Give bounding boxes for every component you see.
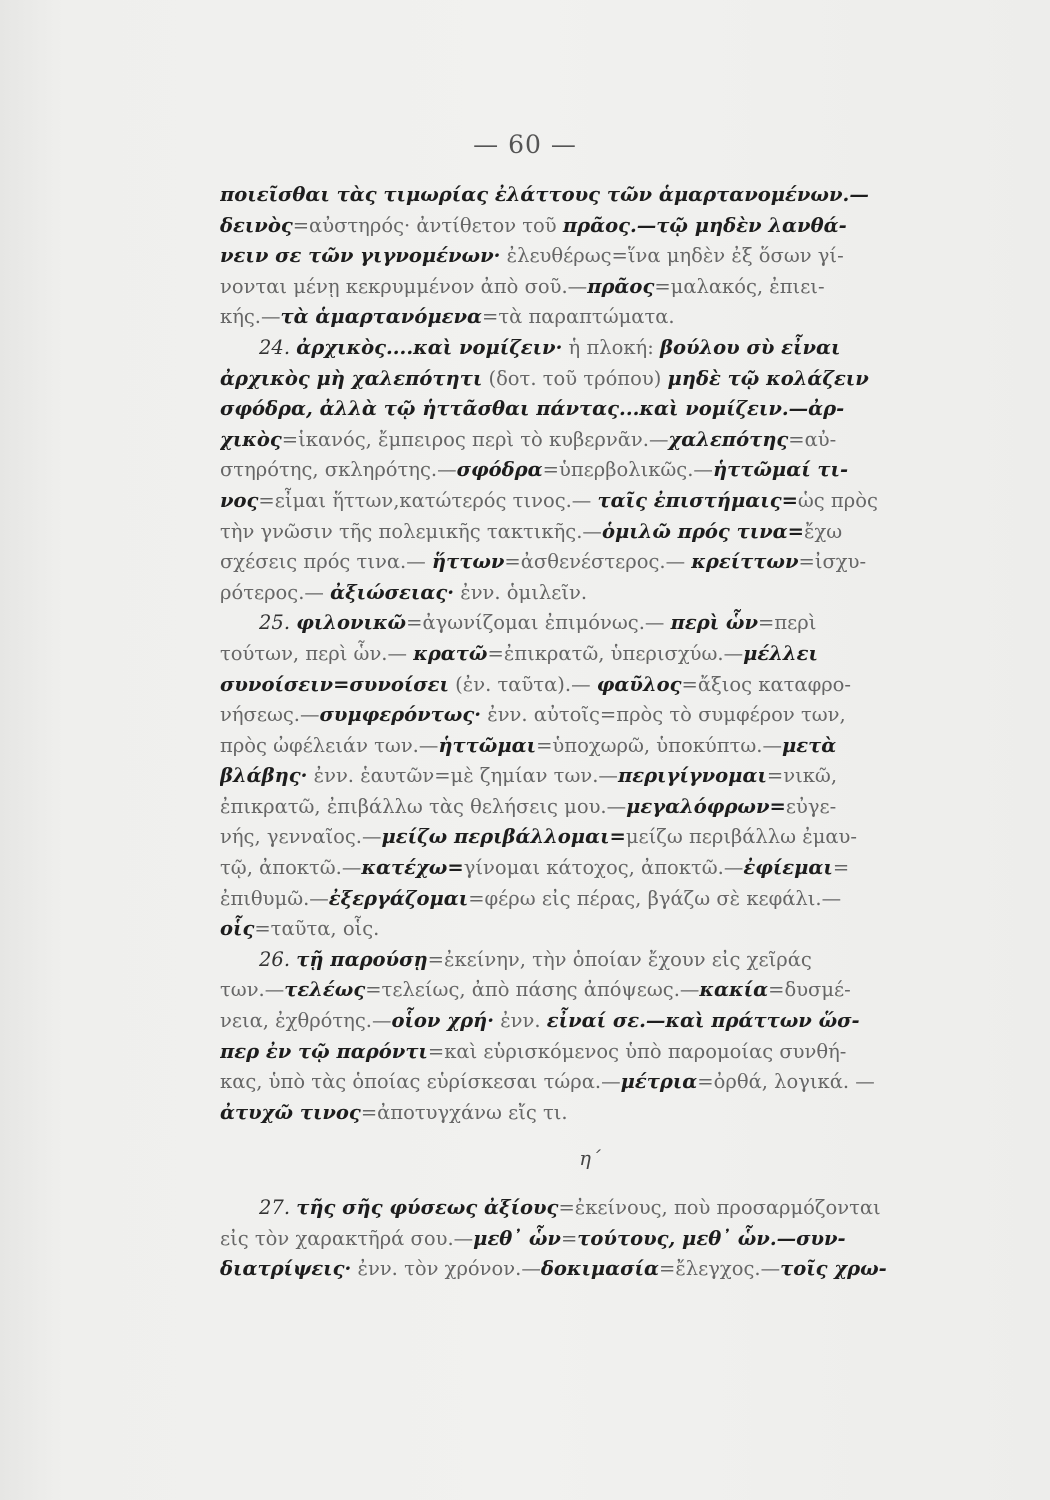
lemma-term: μηδὲ τῷ κολάζειν xyxy=(667,366,869,390)
gloss-text: =φέρω εἰς πέρας, βγάζω σὲ κεφάλι.— xyxy=(468,886,842,910)
gloss-text: =τὰ παραπτώματα. xyxy=(482,305,675,329)
lemma-term: τελέως xyxy=(284,978,366,1002)
gloss-text: =αὐ- xyxy=(788,427,837,451)
lemma-term: δοκιμασία xyxy=(540,1257,659,1281)
lemma-term: φιλονικῶ xyxy=(296,611,407,635)
gloss-text: εὐγε- xyxy=(785,794,837,818)
text-line xyxy=(220,364,960,395)
lemma-term: περὶ ὧν xyxy=(670,611,759,635)
gloss-text: στηρότης, σκληρότης.— xyxy=(220,458,457,482)
gloss-text: σχέσεις πρός τινα.— xyxy=(220,550,432,574)
lemma-term: ἀρχικὸς....καὶ νομίζειν· xyxy=(296,335,563,359)
gloss-text: νής, γενναῖος.— xyxy=(220,825,382,849)
lemma-term: δεινὸς xyxy=(220,213,293,237)
gloss-text: =αὐστηρός· ἀντίθετον τοῦ xyxy=(292,213,563,237)
text-line xyxy=(220,700,960,731)
text-line xyxy=(220,547,960,578)
text-line xyxy=(220,884,960,915)
gloss-text: νήσεως.— xyxy=(220,703,320,727)
lemma-term: νειν σε τῶν γιγνομένων· xyxy=(220,244,501,268)
text-line xyxy=(220,1006,960,1037)
lemma-term: ἐφίεμαι xyxy=(743,856,833,880)
text-line xyxy=(220,1224,960,1255)
text-line xyxy=(220,180,960,211)
gloss-text: =ὑπερβολικῶς.— xyxy=(542,458,713,482)
lemma-term: ἥττων xyxy=(431,550,505,574)
gloss-text: =νικῶ, xyxy=(766,764,838,788)
gloss-text: =ὑποχωρῶ, ὑποκύπτω.— xyxy=(536,733,782,757)
gloss-text: τούτων, περὶ ὧν.— xyxy=(220,641,414,665)
lemma-term: εἶναί σε.—καὶ πράττων ὥσ- xyxy=(546,1009,860,1033)
commentary-block-continued xyxy=(220,1193,960,1285)
text-line xyxy=(220,517,960,548)
lemma-term: τὰ ἁμαρτανόμενα xyxy=(280,305,482,329)
gloss-text: =εἶμαι ἥττων,κατώτερός τινος.— xyxy=(258,488,598,512)
gloss-text: =τελείως, ἀπὸ πάσης ἀπόψεως.— xyxy=(365,978,700,1002)
text-body xyxy=(220,180,960,1285)
gloss-text: =ἰσχυ- xyxy=(798,550,867,574)
text-line xyxy=(220,608,960,639)
gloss-text: κας, ὑπὸ τὰς ὁποίας εὑρίσκεσαι τώρα.— xyxy=(220,1070,621,1094)
lemma-term: μεγαλόφρων= xyxy=(626,794,786,818)
lemma-term: μέλλει xyxy=(743,641,818,665)
text-line xyxy=(220,914,960,945)
text-line xyxy=(220,425,960,456)
gloss-text: ὡς πρὸς xyxy=(797,488,878,512)
lemma-term: σφόδρα xyxy=(456,458,543,482)
gloss-text: =ὀρθά, λογικά. — xyxy=(697,1070,875,1094)
gloss-text: (ἐν. ταῦτα).— xyxy=(448,672,597,696)
gloss-text: κής.— xyxy=(220,305,281,329)
text-line xyxy=(220,333,960,364)
lemma-term: μείζω περιβάλλομαι= xyxy=(381,825,626,849)
text-line xyxy=(220,761,960,792)
lemma-term: χικὸς xyxy=(220,427,282,451)
lemma-term: χαλεπότης xyxy=(668,427,789,451)
text-line xyxy=(220,1193,960,1224)
lemma-term: κακία xyxy=(699,978,769,1002)
lemma-term: διατρίψεις· xyxy=(220,1257,352,1281)
gloss-text: ἐλευθέρως=ἵνα μηδὲν ἐξ ὅσων γί- xyxy=(500,244,844,268)
gloss-text: πρὸς ὠφέλειάν των.— xyxy=(220,733,439,757)
text-line xyxy=(220,211,960,242)
gloss-text: = xyxy=(560,1226,578,1250)
text-line xyxy=(220,792,960,823)
lemma-term: τοῖς χρω- xyxy=(780,1257,887,1281)
gloss-text: ρότερος.— xyxy=(220,580,331,604)
gloss-text: ἐπιθυμῶ.— xyxy=(220,886,329,910)
item-number: 26. xyxy=(220,947,297,971)
text-line xyxy=(220,272,960,303)
gloss-text: γίνομαι κάτοχος, ἀποκτῶ.— xyxy=(463,856,744,880)
gloss-text: νεια, ἐχθρότης.— xyxy=(220,1009,392,1033)
text-line xyxy=(220,1067,960,1098)
lemma-term: νος xyxy=(220,488,259,512)
lemma-term: πρᾶος.—τῷ μηδὲν λανθά- xyxy=(562,213,847,237)
gloss-text: = xyxy=(832,856,850,880)
gloss-text: ἐνν. ἑαυτῶν=μὲ ζημίαν των.— xyxy=(307,764,618,788)
lemma-term: συμφερόντως· xyxy=(319,703,482,727)
lemma-term: ἀτυχῶ τινος xyxy=(220,1100,361,1124)
lemma-term: ποιεῖσθαι τὰς τιμωρίας ἐλάττους τῶν ἁμαρτανομένων.— xyxy=(220,183,869,206)
item-number: 24. xyxy=(220,335,297,359)
gloss-text: =ἄξιος καταφρο- xyxy=(681,672,852,696)
lemma-term: μετὰ xyxy=(781,733,837,757)
lemma-term: ἀρχικὸς μὴ χαλεπότητι xyxy=(220,366,483,390)
text-line xyxy=(220,1037,960,1068)
gloss-text: =μαλακός, ἐπιει- xyxy=(654,274,825,298)
gloss-text: τῷ, ἀποκτῶ.— xyxy=(220,856,362,880)
lemma-term: φαῦλος xyxy=(596,672,682,696)
lemma-term: μεθ᾽ ὧν xyxy=(473,1226,561,1250)
gloss-text: ἔχω xyxy=(804,519,843,543)
gloss-text: ἡ πλοκή: xyxy=(562,335,660,359)
lemma-term: ἡττῶμαι xyxy=(438,733,537,757)
gloss-text: =περὶ xyxy=(758,611,817,635)
text-line xyxy=(220,578,960,609)
gloss-text: τὴν γνῶσιν τῆς πολεμικῆς τακτικῆς.— xyxy=(220,519,602,543)
text-line xyxy=(220,670,960,701)
gloss-text: νονται μένῃ κεκρυμμένον ἀπὸ σοῦ.— xyxy=(220,274,588,298)
lemma-term: κρείττων xyxy=(691,550,799,574)
text-line xyxy=(220,639,960,670)
lemma-term: βλάβης· xyxy=(220,764,308,788)
gloss-text: =δυσμέ- xyxy=(768,978,851,1002)
text-line xyxy=(220,945,960,976)
lemma-term: κρατῶ xyxy=(413,641,488,665)
gloss-text: =ἔλεγχος.— xyxy=(658,1257,781,1281)
lemma-term: οἷον χρή· xyxy=(391,1009,495,1033)
lemma-term: μέτρια xyxy=(620,1070,698,1094)
lemma-term: πρᾶος xyxy=(587,274,655,298)
section-marker: η΄ xyxy=(579,1147,601,1171)
lemma-term: ἐξεργάζομαι xyxy=(328,886,469,910)
text-line xyxy=(220,486,960,517)
text-line xyxy=(220,1254,960,1285)
lemma-term: οἷς xyxy=(220,917,255,941)
text-line xyxy=(220,302,960,333)
item-number: 25. xyxy=(220,611,297,635)
text-line xyxy=(220,394,960,425)
gloss-text: μείζω περιβάλλω ἐμαυ- xyxy=(625,825,857,849)
text-line xyxy=(220,1098,960,1129)
lemma-term: ὁμιλῶ πρός τινα= xyxy=(601,519,805,543)
gloss-text: =ἀποτυγχάνω εἴς τι. xyxy=(360,1100,568,1124)
page-number: — 60 — xyxy=(473,130,577,159)
gloss-text: =ἀσθενέστερος.— xyxy=(504,550,692,574)
gloss-text: εἰς τὸν χαρακτῆρά σου.— xyxy=(220,1226,474,1250)
item-number: 27. xyxy=(220,1196,297,1219)
gloss-text: =καὶ εὑρισκόμενος ὑπὸ παρομοίας συνθή- xyxy=(427,1039,847,1063)
lemma-term: βούλου σὺ εἶναι xyxy=(660,335,841,359)
gloss-text: ἐνν. αὐτοῖς=πρὸς τὸ συμφέρον των, xyxy=(481,703,846,727)
lemma-term: συνοίσειν=συνοίσει xyxy=(220,672,449,696)
lemma-term: ἀξιώσειας· xyxy=(330,580,455,604)
gloss-text: των.— xyxy=(220,978,285,1002)
gloss-text: ἐνν. ὁμιλεῖν. xyxy=(454,580,588,604)
text-line xyxy=(220,731,960,762)
lemma-term: τούτους, μεθ᾽ ὧν.—συν- xyxy=(577,1226,846,1250)
text-line xyxy=(220,241,960,272)
gloss-text: =ἱκανός, ἔμπειρος περὶ τὸ κυβερνᾶν.— xyxy=(281,427,669,451)
lemma-term: τῇ παρούσῃ xyxy=(296,947,428,971)
gloss-text: =ἀγωνίζομαι ἐπιμόνως.— xyxy=(406,611,671,635)
gloss-text: ἐπικρατῶ, ἐπιβάλλω τὰς θελήσεις μου.— xyxy=(220,794,627,818)
gloss-text: =ἐπικρατῶ, ὑπερισχύω.— xyxy=(487,641,744,665)
commentary-block xyxy=(220,180,960,1128)
gloss-text: ἐνν. τὸν χρόνον.— xyxy=(351,1257,541,1281)
lemma-term: ταῖς ἐπιστήμαις= xyxy=(597,488,798,512)
gloss-text: ἐνν. xyxy=(494,1009,547,1033)
gloss-text: =ἐκείνην, τὴν ὁποίαν ἔχουν εἰς χεῖράς xyxy=(427,947,812,971)
lemma-term: σφόδρα, ἀλλὰ τῷ ἡττᾶσθαι πάντας...καὶ νομίζειν.—ἀρ- xyxy=(220,397,845,421)
text-line xyxy=(220,853,960,884)
lemma-term: περιγίγνομαι xyxy=(617,764,767,788)
gloss-text: =ἐκείνους, ποὺ προσαρμόζονται xyxy=(558,1196,881,1219)
lemma-term: ἡττῶμαί τι- xyxy=(712,458,849,482)
gloss-text: (δοτ. τοῦ τρόπου) xyxy=(482,366,668,390)
lemma-term: τῆς σῆς φύσεως ἀξίους xyxy=(296,1196,559,1219)
text-line xyxy=(220,822,960,853)
text-line xyxy=(220,455,960,486)
lemma-term: κατέχω= xyxy=(361,856,464,880)
text-line xyxy=(220,975,960,1006)
gloss-text: =ταῦτα, οἷς. xyxy=(254,917,380,941)
lemma-term: περ ἐν τῷ παρόντι xyxy=(220,1039,428,1063)
